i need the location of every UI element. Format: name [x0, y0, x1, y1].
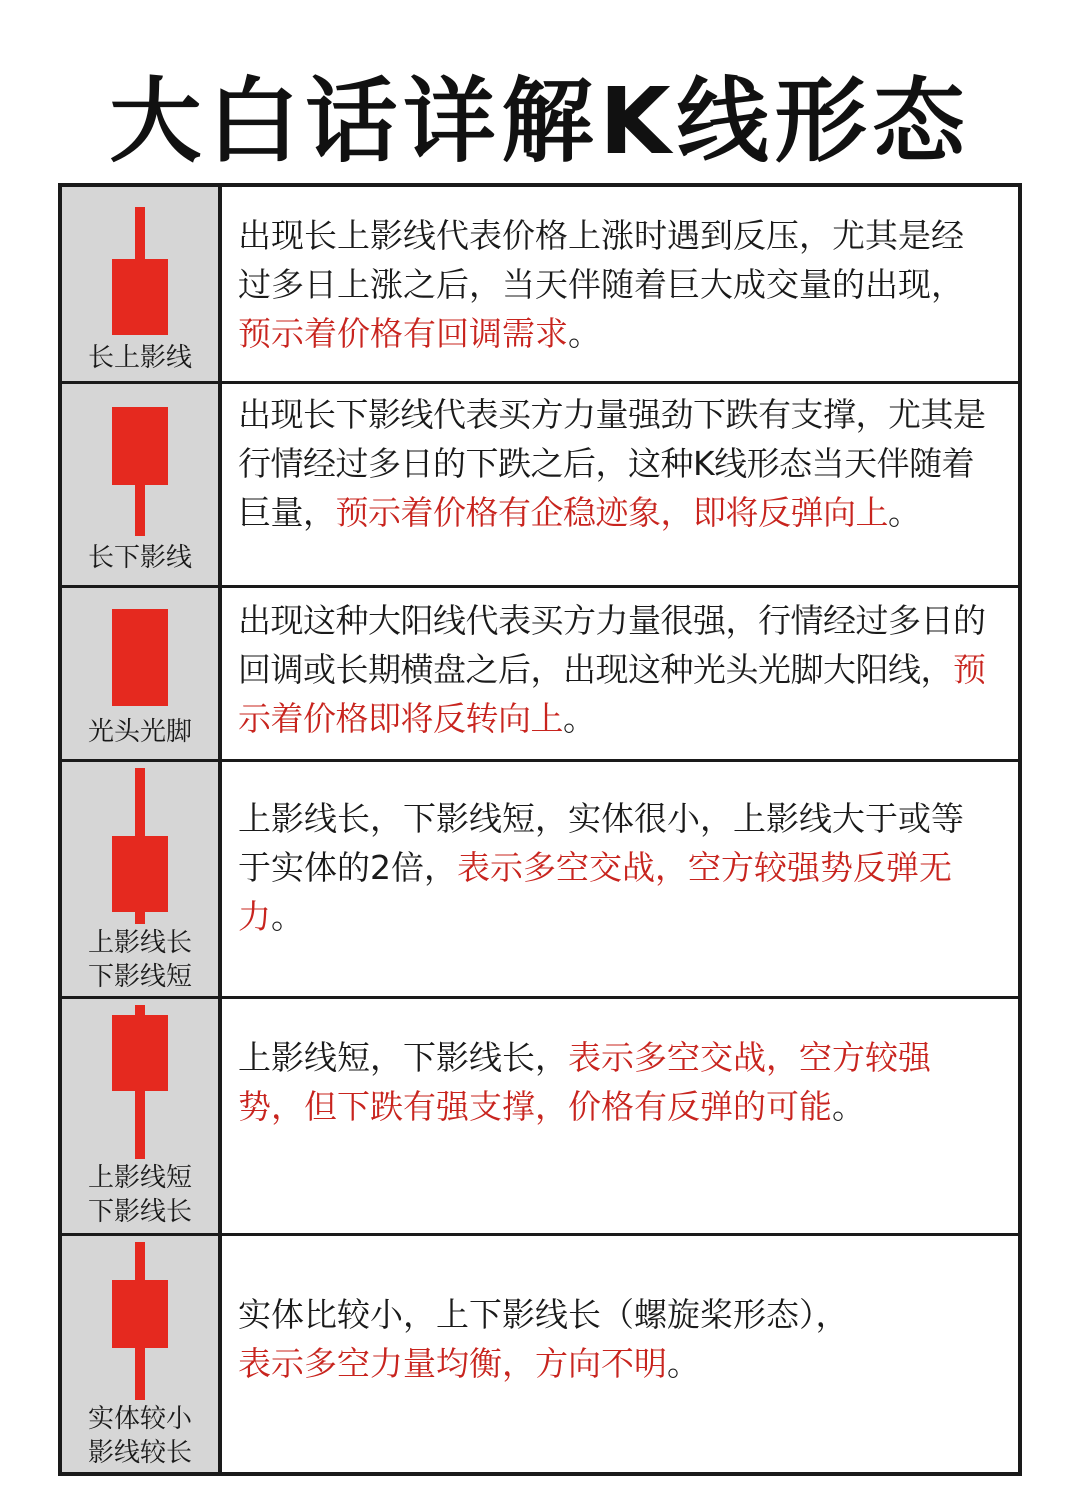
lower-wick-icon [135, 480, 145, 536]
candle-body-icon [112, 1015, 168, 1091]
table-row [62, 999, 1018, 1236]
candle-cell [62, 762, 222, 996]
page-title: 大白话详解K线形态 [109, 68, 971, 175]
candle-body-icon [112, 836, 168, 912]
candle-cell [62, 1236, 222, 1472]
upper-wick-icon [135, 1242, 145, 1284]
candle-label: 上影线长 下影线短 [87, 928, 192, 992]
description-text: 上影线短，下影线长，表示多空交战，空方较强势，但下跌有强支撑，价格有反弹的可能。 [238, 1038, 931, 1126]
description-cell [222, 588, 1018, 759]
description-cell [222, 187, 1018, 381]
kline-table [58, 183, 1022, 1476]
table-row [62, 762, 1018, 999]
candle-cell [62, 588, 222, 759]
candle-label: 上影线短 下影线长 [87, 1163, 192, 1227]
lower-wick-icon [135, 1344, 145, 1400]
candle-label: 长下影线 [87, 543, 192, 573]
highlight-text: 表示多空交战，空方较强势反弹无力 [238, 848, 952, 936]
candle-label: 光头光脚 [87, 717, 192, 747]
table-row [62, 588, 1018, 762]
table-row [62, 384, 1018, 588]
candle-body-icon [112, 609, 168, 706]
description-cell [222, 384, 1018, 585]
candle-label: 长上影线 [87, 343, 192, 373]
table-row [62, 1236, 1018, 1472]
highlight-text: 预示着价格有企稳迹象，即将反弹向上 [335, 493, 888, 532]
description-text: 上影线长，下影线短，实体很小，上影线大于或等于实体的2倍，表示多空交战，空方较强势反弹无力。 [238, 799, 964, 936]
lower-wick-icon [135, 910, 145, 924]
upper-wick-icon [135, 768, 145, 840]
candle-cell [62, 384, 222, 585]
candle-body-icon [112, 407, 168, 485]
upper-wick-icon [135, 207, 145, 267]
highlight-text: 预示着价格即将反转向上 [238, 650, 986, 738]
candle-cell [62, 187, 222, 381]
highlight-text: 表示多空交战，空方较强势，但下跌有强支撑，价格有反弹的可能 [238, 1038, 931, 1126]
description-text: 出现长下影线代表买方力量强劲下跌有支撑，尤其是行情经过多日的下跌之后，这种K线形态当天伴随着巨量，预示着价格有企稳迹象，即将反弹向上。 [238, 395, 986, 532]
lower-wick-icon [135, 1087, 145, 1159]
candle-body-icon [112, 1280, 168, 1348]
description-cell [222, 999, 1018, 1233]
candle-label: 实体较小 影线较长 [87, 1404, 192, 1468]
table-row [62, 187, 1018, 384]
highlight-text: 表示多空力量均衡，方向不明 [238, 1344, 667, 1383]
description-text: 实体比较小，上下影线长（螺旋桨形态）， 表示多空力量均衡，方向不明。 [238, 1295, 849, 1383]
candle-cell [62, 999, 222, 1233]
description-cell [222, 762, 1018, 996]
highlight-text: 预示着价格有回调需求 [238, 314, 568, 353]
description-text: 出现这种大阳线代表买方力量很强，行情经过多日的回调或长期横盘之后，出现这种光头光脚大阳线，预示着价格即将反转向上。 [238, 601, 986, 738]
candle-body-icon [112, 259, 168, 335]
description-cell [222, 1236, 1018, 1472]
description-text: 出现长上影线代表价格上涨时遇到反压，尤其是经过多日上涨之后，当天伴随着巨大成交量的出现，预示着价格有回调需求。 [238, 216, 964, 353]
